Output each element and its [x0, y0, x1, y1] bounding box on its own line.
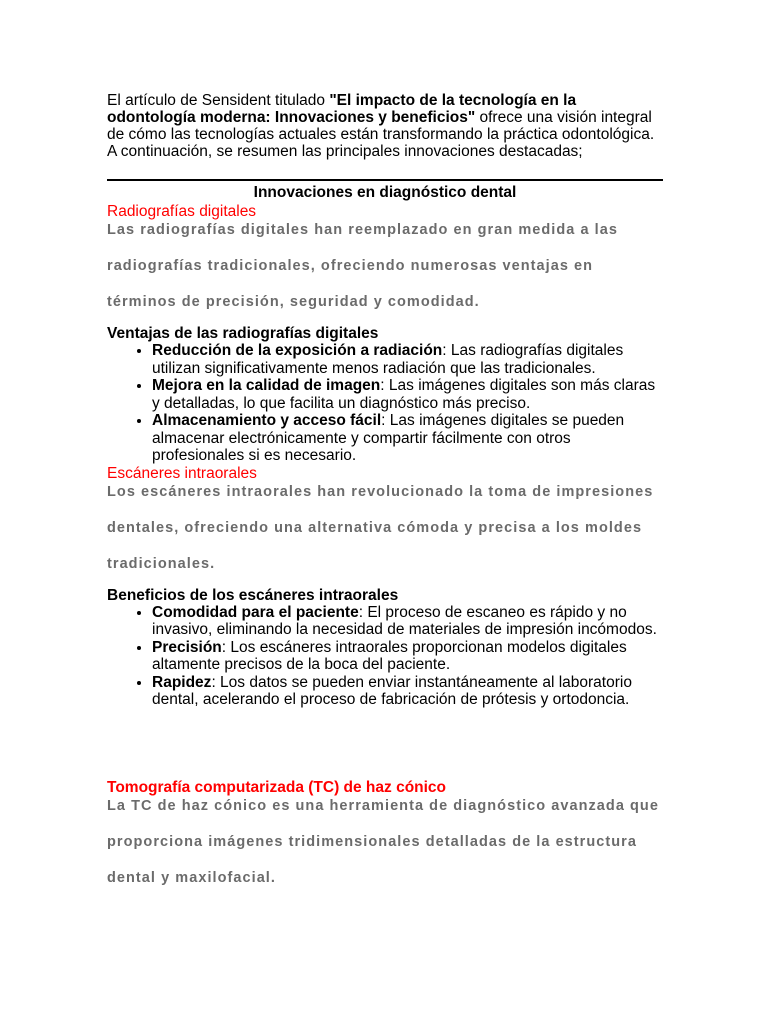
list-item-term: Mejora en la calidad de imagen	[152, 377, 381, 394]
list-item	[152, 412, 663, 465]
article-title: "El impacto de la tecnología en la odontología moderna: Innovaciones y beneficios"	[107, 92, 577, 126]
paragraph-line: proporciona imágenes tridimensionales detalladas de la estructura	[107, 833, 637, 850]
paragraph-tomografia	[107, 788, 663, 896]
paragraph-line: dental y maxilofacial.	[107, 869, 276, 886]
paragraph-line: La TC de haz cónico es una herramienta de diagnóstico avanzada que	[107, 797, 659, 814]
list-item-text: : Las imágenes digitales se pueden almacenar electrónicamente y compartir fácilmente con otros profesionales si es necesario.	[152, 412, 625, 464]
list-item-term: Precisión	[152, 638, 222, 656]
list-item	[152, 342, 663, 377]
list-item	[152, 604, 663, 639]
paragraph-line: Las radiografías digitales han reemplazado en gran medida a las	[107, 222, 618, 238]
paragraph-line: tradicionales.	[107, 555, 216, 572]
heading-radiografias: Radiografías digitales	[107, 203, 257, 220]
list-item-text: : Los escáneres intraorales proporcionan modelos digitales altamente precisos de la boca del paciente.	[152, 638, 627, 673]
list-item-term: Almacenamiento y acceso fácil	[152, 412, 382, 429]
list-item-term: Reducción de la exposición a radiación	[152, 342, 443, 359]
list-item	[152, 639, 663, 674]
section-title: Innovaciones en diagnóstico dental	[253, 184, 517, 201]
list-item-term: Comodidad para el paciente	[152, 603, 359, 621]
document-page	[107, 92, 663, 896]
list-item-text: : El proceso de escaneo es rápido y no invasivo, eliminando la necesidad de materiales de impresión incómodos.	[152, 603, 657, 638]
intro-post: ofrece una visión integral de cómo las tecnologías actuales están transformando la práctica odontológica. A continuación, se resumen las principales innovaciones destacadas;	[107, 109, 655, 160]
horizontal-rule	[107, 179, 663, 181]
list-item-term: Rapidez	[152, 673, 212, 691]
paragraph-radiografias	[107, 212, 663, 320]
list-item-text: : Los datos se pueden enviar instantáneamente al laboratorio dental, acelerando el proceso de fabricación de prótesis y ortodoncia.	[152, 673, 632, 708]
paragraph-escaneres	[107, 474, 663, 582]
paragraph-line: Los escáneres intraorales han revolucionado la toma de impresiones	[107, 483, 654, 500]
list-ventajas	[107, 342, 663, 465]
list-item-text: : Las radiografías digitales utilizan significativamente menos radiación que las tradicionales.	[152, 342, 624, 377]
paragraph-line: dentales, ofreciendo una alternativa cómoda y precisa a los moldes	[107, 519, 643, 536]
list-item	[152, 674, 663, 709]
paragraph-line: radiografías tradicionales, ofreciendo numerosas ventajas en	[107, 258, 594, 274]
intro-paragraph	[107, 92, 663, 160]
list-item	[152, 377, 663, 412]
paragraph-line: términos de precisión, seguridad y comodidad.	[107, 294, 480, 310]
list-beneficios	[107, 604, 663, 709]
subheading-beneficios: Beneficios de los escáneres intraorales	[107, 586, 399, 604]
heading-escaneres: Escáneres intraorales	[107, 464, 257, 482]
heading-tomografia: Tomografía computarizada (TC) de haz cónico	[107, 778, 447, 796]
subheading-ventajas: Ventajas de las radiografías digitales	[107, 325, 379, 342]
intro-pre: El artículo de Sensident titulado	[107, 92, 330, 109]
list-item-text: : Las imágenes digitales son más claras y detalladas, lo que facilita un diagnóstico más preciso.	[152, 377, 656, 412]
